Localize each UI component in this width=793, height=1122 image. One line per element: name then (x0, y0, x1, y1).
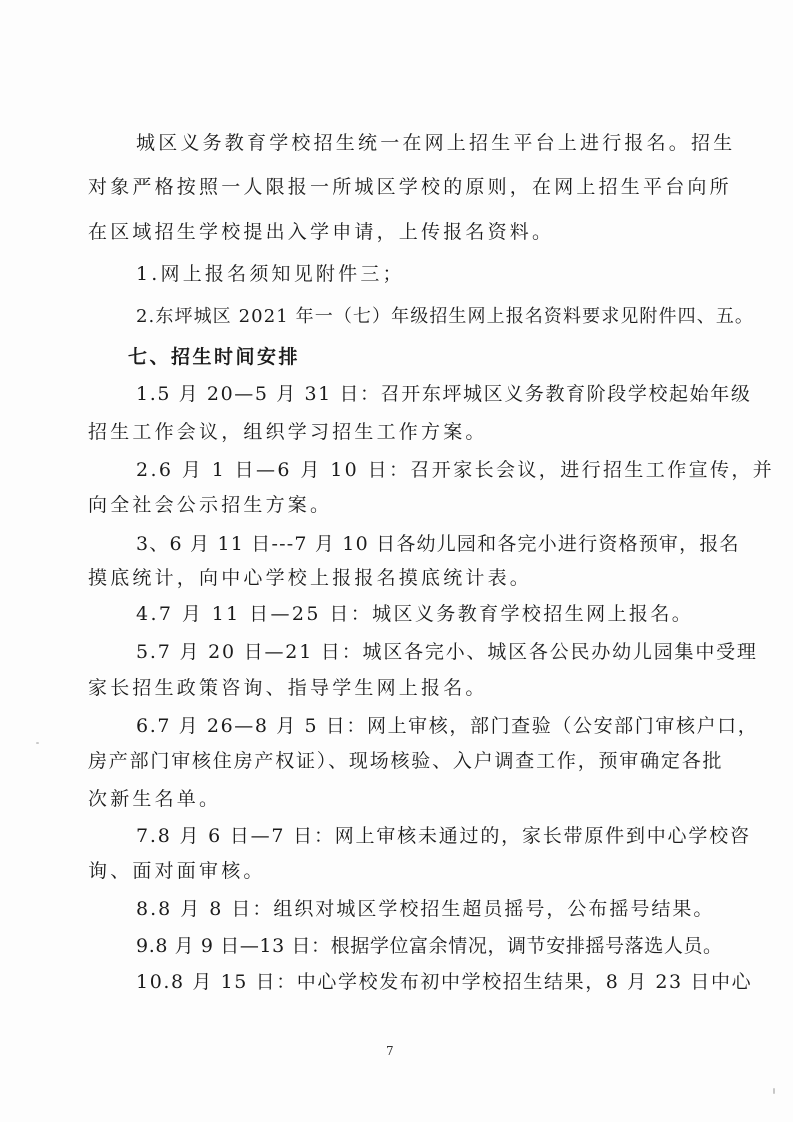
list-item: 3、6 月 11 日---7 月 10 日各幼儿园和各完小进行资格预审，报名 (136, 533, 740, 555)
list-item: 4.7 月 11 日—25 日：城区义务教育学校招生网上报名。 (136, 603, 694, 625)
list-item: 7.8 月 6 日—7 日：网上审核未通过的，家长带原件到中心学校咨 (136, 825, 751, 847)
list-item: 10.8 月 15 日：中心学校发布初中学校招生结果，8 月 23 日中心 (136, 971, 753, 993)
paragraph-line: 对象严格按照一人限报一所城区学校的原则，在网上招生平台向所 (88, 176, 732, 198)
list-item: 2.东坪城区 2021 年一（七）年级招生网上报名资料要求见附件四、五。 (136, 306, 755, 327)
list-item: 1.网上报名须知见附件三； (136, 263, 405, 285)
list-item: 2.6 月 1 日—6 月 10 日：召开家长会议，进行招生工作宣传，并 (136, 459, 775, 481)
list-item: 家长招生政策咨询、指导学生网上报名。 (88, 677, 488, 699)
scan-speck (773, 1088, 775, 1094)
list-item: 招生工作会议，组织学习招生工作方案。 (88, 421, 488, 443)
list-item: 向全社会公示招生方案。 (88, 494, 333, 516)
list-item: 1.5 月 20—5 月 31 日：召开东坪城区义务教育阶段学校起始年级 (136, 383, 752, 405)
page-number: 7 (386, 1044, 394, 1058)
list-item: 房产部门审核住房产权证）、现场核验、入户调查工作，预审确定各批 (88, 750, 724, 772)
section-heading: 七、招生时间安排 (128, 346, 301, 368)
paragraph-line: 城区义务教育学校招生统一在网上招生平台上进行报名。招生 (136, 132, 736, 154)
scan-speck (36, 742, 39, 744)
list-item: 5.7 月 20 日—21 日：城区各完小、城区各公民办幼儿园集中受理 (136, 641, 758, 663)
list-item: 8.8 月 8 日：组织对城区学校招生超员摇号，公布摇号结果。 (136, 898, 715, 920)
list-item: 摸底统计，向中心学校上报报名摸底统计表。 (88, 567, 533, 589)
list-item: 6.7 月 26—8 月 5 日：网上审核，部门查验（公安部门审核户口， (136, 715, 759, 737)
list-item: 次新生名单。 (88, 788, 222, 810)
list-item: 9.8 月 9 日—13 日：根据学位富余情况，调节安排摇号落选人员。 (136, 935, 723, 957)
list-item: 询、面对面审核。 (88, 860, 266, 882)
paragraph-line: 在区域招生学校提出入学申请，上传报名资料。 (88, 221, 555, 243)
